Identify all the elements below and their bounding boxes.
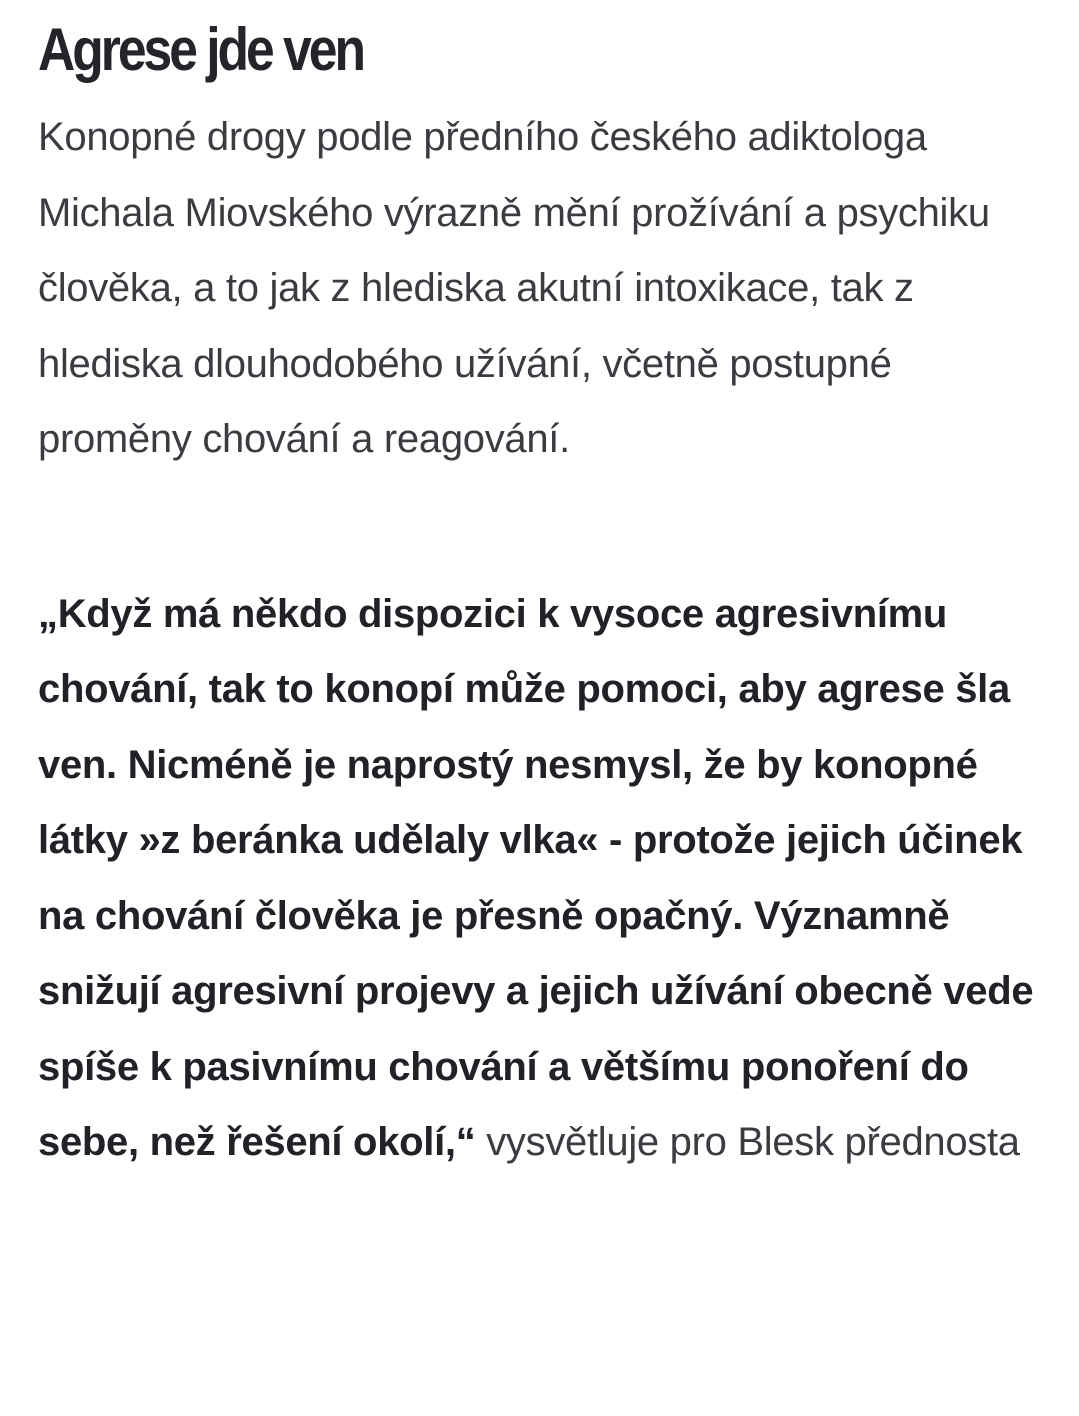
quote-paragraph: [38, 577, 1048, 1181]
section-heading: Agrese jde ven: [38, 16, 363, 83]
quote-text: „Když má někdo dispozici k vysoce agresivnímu chování, tak to konopí může pomoci, aby agrese šla ven. Nicméně je naprostý nesmysl, že by konopné látky »z beránka udělaly vlka« - protože jejich účinek na chování člověka je přesně opačný. Významně snižují agresivní projevy a jejich užívání obecně vede spíše k pasivnímu chování a většímu ponoření do sebe, než řešení okolí,“: [38, 591, 1034, 1164]
quote-attribution: vysvětluje pro Blesk přednosta: [475, 1120, 1020, 1164]
article-body: [38, 0, 1048, 1181]
lead-paragraph: Konopné drogy podle předního českého adiktologa Michala Miovského výrazně mění prožívání a psychiku člověka, a to jak z hlediska akutní intoxikace, tak z hlediska dlouhodobého užívání, včetně postupné proměny chování a reagování.: [38, 115, 990, 461]
